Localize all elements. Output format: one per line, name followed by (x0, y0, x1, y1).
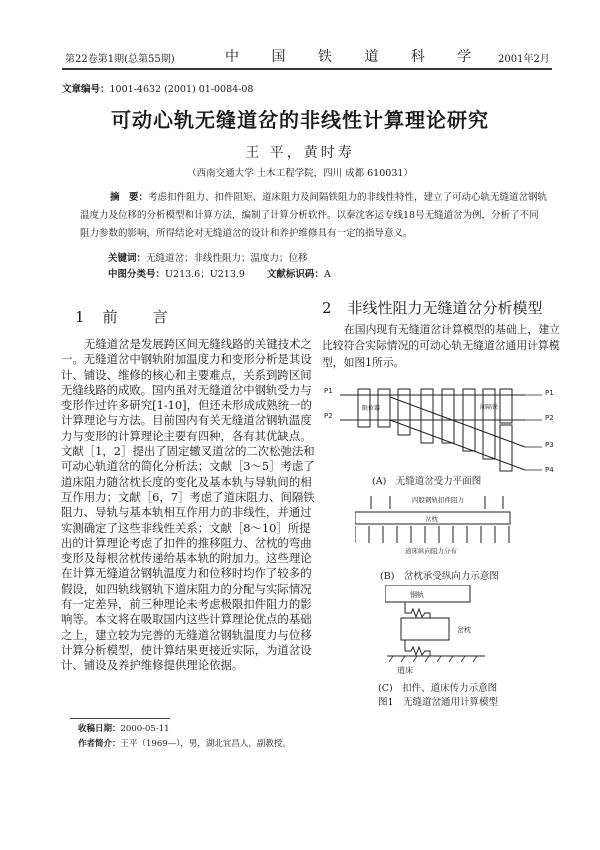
force-label: P2 (324, 412, 333, 420)
body-line: 计、铺设及养护维修提供理论依据。 (61, 658, 244, 673)
body-line: 响等。本文将在吸取国内这些计算理论优点的基础 (61, 612, 312, 627)
figure-b-sleeper-forces (355, 493, 530, 555)
force-label: P3 (545, 441, 554, 449)
journal-name: 中 国 铁 道 科 学 (225, 49, 486, 65)
force-label: P1 (324, 387, 333, 395)
force-label: P2 (545, 414, 554, 422)
figure-b-caption: (B) 岔枕承受纵向力示意图 (380, 571, 499, 582)
class-label: 中图分类号： (108, 269, 166, 280)
body-line: 计、铺设、维修的核心和主要难点，关系到跨区间 (61, 367, 312, 382)
issue-info: 第22卷第1期(总第55期) (65, 54, 175, 65)
body-line: 在国内现有无缝道岔计算模型的基础上，建立 (344, 323, 560, 336)
figure-1-caption: 图1 无缝道岔通用计算模型 (378, 697, 499, 708)
sleeper-label: 岔枕 (457, 626, 471, 634)
body-line: 有一定差异，前三种理论未考虑极限扣件阻力的影 (61, 597, 312, 612)
figure-a-caption: (A) 无缝道岔受力平面图 (372, 476, 482, 487)
article-number (62, 81, 253, 95)
section-2-heading (322, 297, 543, 318)
rail (385, 585, 470, 602)
abstract-line: 阻力参数的影响，所得结论对无缝道岔的设计和养护维修具有一定的指导意义。 (80, 228, 413, 239)
body-line: 可动心轨道岔的简化分析法；文献［3～5］考虑了 (61, 459, 315, 474)
rail-label: 钢轨 (410, 591, 424, 599)
body-line: 文献［1，2］提出了固定辙叉道岔的二次松弛法和 (61, 444, 315, 459)
fastener-label: 四股钢轨扣件阻力 (412, 496, 464, 504)
figure-c-caption: (C) 扣件、道床传力示意图 (378, 683, 498, 694)
body-line: 互作用力；文献［6，7］考虑了道床阻力、间隔铁 (61, 489, 315, 504)
abstract (80, 189, 560, 243)
sleepers (358, 389, 512, 471)
limiter-label: 限位器 (362, 405, 381, 412)
spacer-label: 间隔铁 (480, 404, 499, 411)
doc-code-value: A (323, 269, 331, 280)
bio-value: 王平（1969—），男，湖北宜昌人，副教授。 (120, 739, 291, 749)
body-line: 变形作过许多研究[1-10]，但还未形成成熟统一的 (61, 398, 312, 413)
body-line: 计算分析模型，使计算结果更接近实际，为道岔设 (61, 642, 312, 657)
ballast-dist-label: 道床纵向阻力分布 (405, 547, 457, 555)
received-date (78, 722, 170, 734)
figure-c-fastener-ballast (385, 585, 505, 665)
body-line: 出的计算理论考虑了扣件的推移阻力、岔枕的弯曲 (61, 535, 312, 550)
ballast-label: 道床 (397, 666, 413, 675)
affiliation: （西南交通大学 土木工程学院，四川 成都 610031） (187, 168, 413, 179)
article-number-value: 1001-4632 (2001) 01-0084-08 (109, 84, 254, 95)
author-bio (78, 737, 291, 749)
force-label: P4 (545, 466, 554, 474)
force-label: P1 (545, 389, 554, 397)
body-line: 阻力、导轨与基本轨相互作用力的非线性，并通过 (61, 505, 312, 520)
body-line: 型，如图1所示。 (322, 356, 405, 370)
body-line: 无缝道岔是发展跨区间无缝线路的关键技术之 (84, 337, 312, 351)
issue-date: 2001年2月 (498, 54, 550, 65)
section-1-heading (75, 306, 178, 327)
figure-a-plan-view (320, 375, 565, 475)
section-title: 前 言 (102, 308, 178, 326)
keywords-value: 无缝道岔；非线性阻力；温度力；位移 (146, 253, 308, 264)
paper-title: 可动心轨无缝道岔的非线性计算理论研究 (111, 108, 489, 132)
bio-label: 作者简介： (78, 739, 121, 749)
body-line: 比较符合实际情况的可动心轨无缝道岔通用计算模 (322, 339, 560, 353)
section-title: 非线性阻力无缝道岔分析模型 (347, 299, 543, 317)
section-1-body (61, 337, 315, 674)
beam-label: 岔枕 (425, 515, 438, 523)
class-value: U213.6；U213.9 (165, 269, 245, 280)
section-2-body (322, 322, 560, 371)
abstract-label: 摘 要： (110, 192, 149, 203)
keywords (108, 250, 308, 264)
body-line: 无缝线路的成败。国内虽对无缝道岔中钢轨受力与 (61, 382, 312, 397)
received-label: 收稿日期： (78, 724, 121, 734)
doc-code-label: 文献标识码： (266, 269, 324, 280)
body-line: 假设，如四轨线钢轨下道床阻力的分配与实际情况 (61, 581, 312, 596)
received-value: 2000-05-11 (120, 724, 170, 734)
footnote-rule (70, 718, 170, 719)
body-line: 道床阻力随岔枕长度的变化及基本轨与导轨间的相 (61, 474, 312, 489)
body-line: 之上，建立较为完善的无缝道岔钢轨温度力与位移 (61, 627, 312, 642)
header-rule (62, 68, 552, 70)
classification (108, 266, 331, 280)
body-line: 在计算无缝道岔钢轨温度力和位移时均作了较多的 (61, 566, 312, 581)
abstract-line: 考虑扣件阻力、扣件阻矩、道床阻力及间隔铁阻力的非线性特性，建立了可动心轨无缝道岔钢轨 (148, 192, 548, 203)
body-line: 变形及每根岔枕传递给基本轨的附加力。这些理论 (61, 551, 312, 566)
keywords-label: 关键词： (108, 253, 147, 264)
section-number: 2 (322, 299, 332, 317)
body-line: 实测确定了这些非线性关系；文献［8～10］所提 (61, 520, 311, 535)
body-line: 力与变形的计算理论主要有四种，各有其优缺点。 (61, 428, 312, 443)
article-number-label: 文章编号： (62, 84, 110, 95)
body-line: 计算理论与方法。目前国内有关无缝道岔钢轨温度 (61, 413, 312, 428)
section-number: 1 (75, 308, 85, 326)
authors: 王 平，黄时寿 (245, 145, 355, 161)
abstract-line: 温度力及位移的分析模型和计算方法，编制了计算分析软件。以秦沈客运专线18号无缝道岔为例，分析了不同 (80, 210, 539, 221)
body-line: 一。无缝道岔中钢轨附加温度力和变形分析是其设 (61, 352, 312, 367)
